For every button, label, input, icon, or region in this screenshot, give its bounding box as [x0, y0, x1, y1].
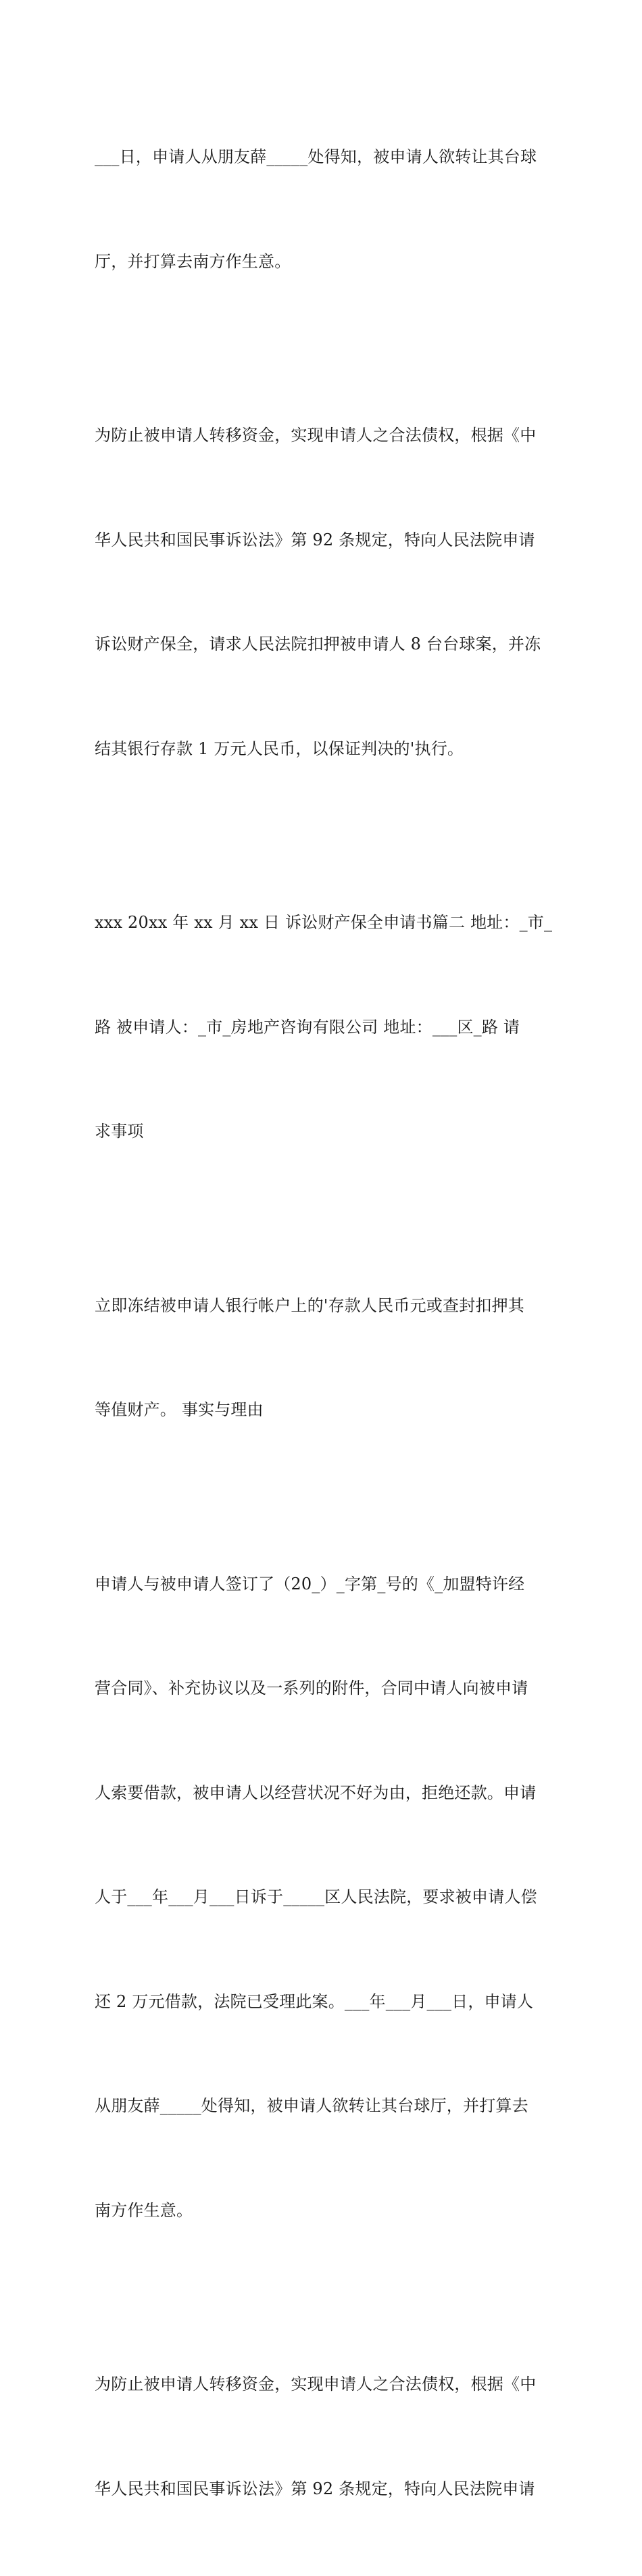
paragraph-6 [95, 2298, 554, 2576]
text-line: ___日，申请人从朋友薛_____处得知，被申请人欲转让其台球 [95, 147, 537, 166]
text-line: 营合同》、补充协议以及一系列的附件，合同中请人向被申请 [95, 1679, 528, 1698]
paragraph-1 [95, 70, 554, 349]
text-line: 南方作生意。 [95, 2200, 193, 2220]
text-line: 为防止被申请人转移资金，实现申请人之合法债权，根据《中 [95, 2375, 537, 2394]
text-line: 从朋友薛_____处得知，被申请人欲转让其台球厅，并打算去 [95, 2096, 528, 2115]
text-line: 人索要借款，被申请人以经营状况不好为由，拒绝还款。申请 [95, 1783, 537, 1802]
text-line: 申请人与被申请人签订了（20_）_字第_号的《_加盟特许经 [95, 1574, 525, 1593]
paragraph-3 [95, 836, 554, 1219]
text-line: 还 2 万元借款，法院已受理此案。___年___月___日，申请人 [95, 1991, 534, 2011]
text-line: 路 被申请人：_市_房地产咨询有限公司 地址：___区_路 请 [95, 1017, 520, 1037]
text-line: 求事项 [95, 1122, 144, 1141]
text-line: 结其银行存款 1 万元人民币，以保证判决的'执行。 [95, 739, 464, 758]
text-line: 诉讼财产保全，请求人民法院扣押被申请人 8 台台球案，并冻 [95, 635, 541, 653]
paragraph-2 [95, 349, 554, 836]
text-line: 等值财产。 事实与理由 [95, 1400, 264, 1419]
document-body [95, 70, 554, 2576]
text-line: 华人民共和国民事诉讼法》第 92 条规定，特向人民法院申请 [95, 530, 535, 549]
paragraph-4 [95, 1219, 554, 1497]
text-line: 人于___年___月___日诉于_____区人民法院，要求被申请人偿 [95, 1887, 537, 1906]
text-line: 厅，并打算去南方作生意。 [95, 251, 291, 271]
text-line: xxx 20xx 年 xx 月 xx 日 诉讼财产保全申请书篇二 地址：_市_ [95, 913, 553, 932]
text-line: 立即冻结被申请人银行帐户上的'存款人民币元或查封扣押其 [95, 1295, 524, 1315]
text-line: 为防止被申请人转移资金，实现申请人之合法债权，根据《中 [95, 426, 537, 445]
paragraph-5 [95, 1497, 554, 2298]
text-line: 华人民共和国民事诉讼法》第 92 条规定，特向人民法院申请 [95, 2479, 535, 2498]
